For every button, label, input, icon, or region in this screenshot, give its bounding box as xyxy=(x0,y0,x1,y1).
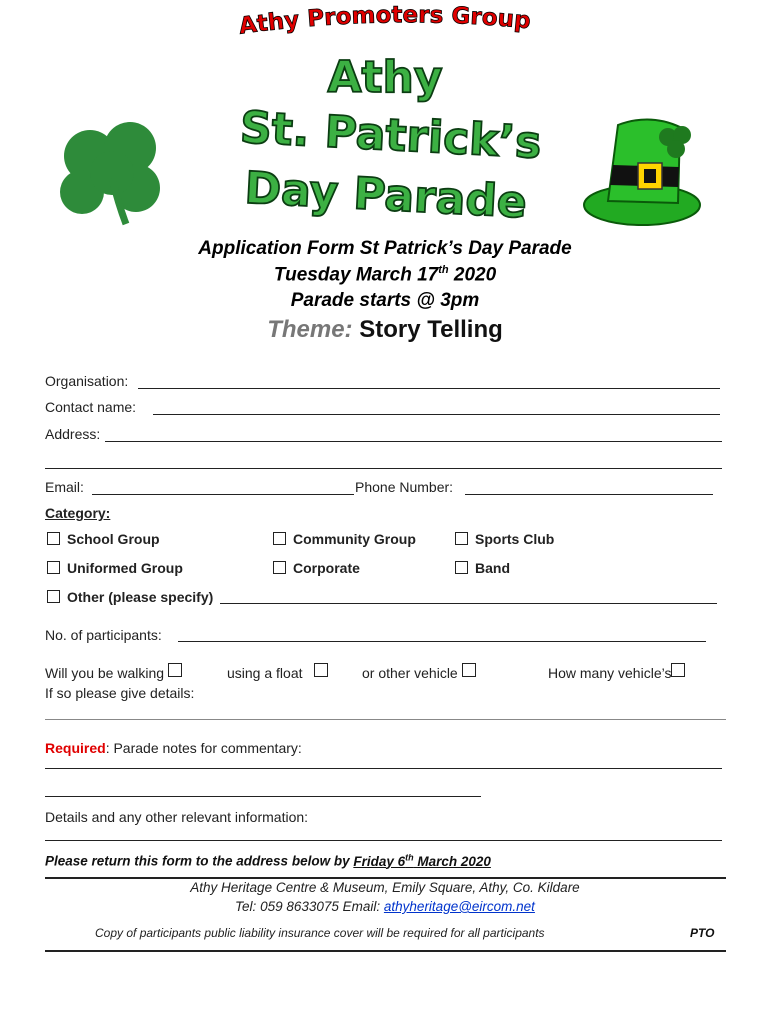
parade-start-time: Parade starts @ 3pm xyxy=(290,290,480,311)
address-label: Address: xyxy=(45,426,101,442)
option-sports-club[interactable]: Sports Club xyxy=(455,531,554,547)
footer-bottom-rule xyxy=(45,950,726,952)
option-community-group[interactable]: Community Group xyxy=(273,531,416,547)
svg-text:Athy Promoters Group: Athy Promoters Group xyxy=(237,4,532,40)
phone-label: Phone Number: xyxy=(355,479,454,495)
group-name-heading xyxy=(0,4,770,54)
parade-notes-label: Required: Parade notes for commentary: xyxy=(45,740,302,756)
participants-label: No. of participants: xyxy=(45,627,162,643)
other-info-label: Details and any other relevant information: xyxy=(45,809,309,825)
divider xyxy=(45,719,726,720)
details-prompt: If so please give details: xyxy=(45,685,195,701)
address-field-line-2[interactable] xyxy=(45,468,722,469)
checkbox[interactable] xyxy=(47,590,60,603)
contact-name-label: Contact name: xyxy=(45,399,137,415)
theme xyxy=(0,316,770,344)
contact-name-field[interactable] xyxy=(153,414,720,415)
shamrock-icon xyxy=(52,118,170,228)
title-line-3: Day Parade xyxy=(243,162,529,229)
theme-label: Theme: xyxy=(267,316,353,343)
phone-field[interactable] xyxy=(465,494,713,495)
pto-label: PTO xyxy=(690,926,715,940)
parade-title xyxy=(160,52,620,232)
footer-top-rule xyxy=(45,877,726,879)
checkbox[interactable] xyxy=(462,663,476,677)
parade-date: Tuesday March 17th 2020 xyxy=(273,264,497,286)
organisation-label: Organisation: xyxy=(45,373,129,389)
parade-notes-field-line-2[interactable] xyxy=(45,796,481,797)
vehicle-count-option[interactable]: How many vehicle’s xyxy=(548,663,685,681)
category-label: Category: xyxy=(45,505,111,521)
checkbox[interactable] xyxy=(671,663,685,677)
option-other[interactable]: Other (please specify) xyxy=(47,589,213,605)
return-instruction: Please return this form to the address below by Friday 6th March 2020 xyxy=(45,852,491,869)
checkbox[interactable] xyxy=(47,532,60,545)
option-uniformed-group[interactable]: Uniformed Group xyxy=(47,560,183,576)
footer-contact: Tel: 059 8633075 Email: athyheritage@eircom.net xyxy=(235,899,535,914)
checkbox[interactable] xyxy=(273,532,286,545)
option-school-group[interactable]: School Group xyxy=(47,531,160,547)
email-label: Email: xyxy=(45,479,84,495)
theme-value: Story Telling xyxy=(359,316,503,343)
insurance-note: Copy of participants public liability insurance cover will be required for all participants xyxy=(95,926,545,940)
option-corporate[interactable]: Corporate xyxy=(273,560,360,576)
organisation-field[interactable] xyxy=(138,388,720,389)
email-link[interactable]: athyheritage@eircom.net xyxy=(383,899,535,914)
option-band[interactable]: Band xyxy=(455,560,510,576)
participants-field[interactable] xyxy=(178,641,706,642)
other-specify-field[interactable] xyxy=(220,603,717,604)
walking-option[interactable]: Will you be walking xyxy=(45,663,182,681)
leprechaun-hat-icon xyxy=(580,105,710,245)
title-line-1: Athy xyxy=(327,52,443,103)
checkbox[interactable] xyxy=(314,663,328,677)
footer-address: Athy Heritage Centre & Museum, Emily Square, Athy, Co. Kildare xyxy=(190,880,580,895)
checkbox[interactable] xyxy=(455,532,468,545)
form-title: Application Form St Patrick’s Day Parade xyxy=(198,238,572,259)
checkbox[interactable] xyxy=(47,561,60,574)
other-vehicle-option[interactable]: or other vehicle xyxy=(362,663,476,681)
parade-notes-field[interactable] xyxy=(45,768,722,769)
float-option[interactable]: using a float xyxy=(227,663,328,681)
title-line-2: St. Patrick’s xyxy=(238,102,543,169)
other-info-field[interactable] xyxy=(45,840,722,841)
checkbox[interactable] xyxy=(455,561,468,574)
address-field[interactable] xyxy=(105,441,722,442)
checkbox[interactable] xyxy=(273,561,286,574)
checkbox[interactable] xyxy=(168,663,182,677)
email-field[interactable] xyxy=(92,494,354,495)
